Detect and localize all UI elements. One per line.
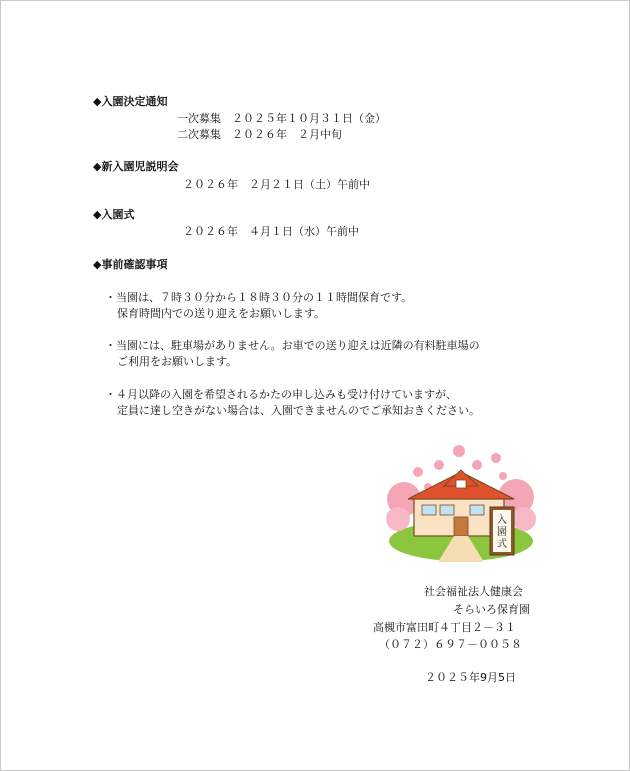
ceremony-date: ２０２６年 ４月１日（水）午前中 [183, 225, 359, 238]
svg-text:入: 入 [497, 515, 507, 526]
svg-text:園: 園 [497, 527, 507, 538]
confirm-item-1-line2: 保育時間内での送り迎えをお願いします。 [117, 307, 326, 320]
second-round-date: 二次募集 ２０２６年 ２月中旬 [177, 128, 342, 141]
ceremony-heading: ◆入園式 [93, 208, 135, 221]
briefing-heading: ◆新入園児説明会 [93, 160, 179, 173]
clock-window [456, 480, 466, 488]
admission-notice-heading: ◆入園決定通知 [93, 95, 168, 108]
first-round-date: 一次募集 ２０２５年１０月３１日（金） [177, 112, 386, 125]
school-door [454, 517, 468, 536]
briefing-date: ２０２６年 ２月２１日（土）午前中 [183, 178, 370, 191]
confirm-item-2-line1: ・当園には、駐車場がありません。お車での送り迎えは近隣の有料駐車場の [105, 339, 480, 352]
document-date: ２０２５年9月5日 [425, 671, 516, 684]
confirm-heading: ◆事前確認事項 [93, 258, 168, 271]
school-windows [422, 505, 484, 515]
address: 高槻市富田町４丁目２－３１ [373, 621, 516, 634]
confirm-item-3-line1: ・４月以降の入園を希望されるかたの申し込みも受け付けていますが、 [105, 388, 457, 401]
confirm-item-3-line2: 定員に達し空きがない場合は、入園できませんのでご承知おきください。 [117, 404, 480, 417]
svg-text:式: 式 [497, 539, 507, 550]
organization-name: 社会福祉法人健康会 [424, 585, 523, 598]
school-name: そらいろ保育園 [453, 603, 530, 616]
confirm-item-1-line1: ・当園は、７時３０分から１８時３０分の１１時間保育です。 [105, 291, 413, 304]
confirm-item-2-line2: ご利用をお願いします。 [117, 355, 238, 368]
school-building-cherry-blossom-illustration [386, 439, 536, 564]
phone-number: （０７２）６９７－００５８ [379, 638, 522, 651]
